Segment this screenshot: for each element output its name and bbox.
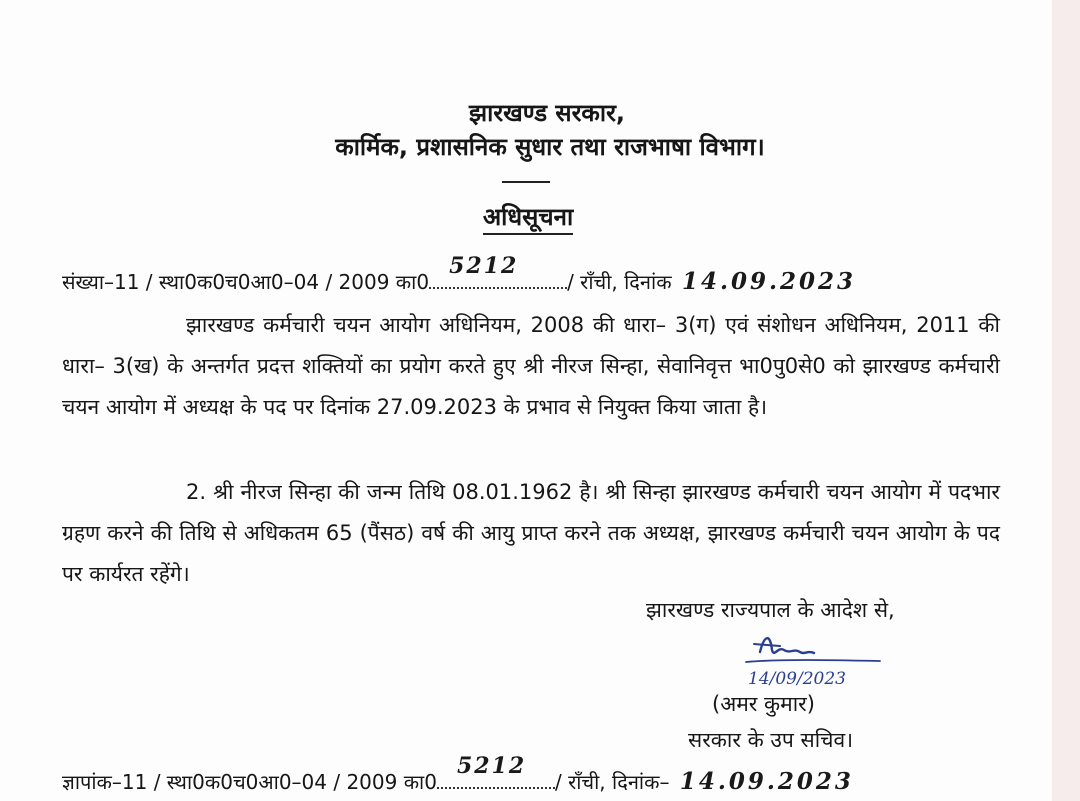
body-paragraph-1: झारखण्ड कर्मचारी चयन आयोग अधिनियम, 2008 की धारा– 3(ग) एवं संशोधन अधिनियम, 2011 की धारा– 3(ख) के अन्तर्गत प्रदत्त शक्तियों का प्रयोग करते हुए श्री नीरज सिन्हा, सेवानिवृत्त भा0पु0से0 को झारखण्ड कर्मचारी चयन आयोग में अध्यक्ष के पद पर दिनांक 27.09.2023 के प्रभाव से नियुक्त किया जाता है। (62, 313, 1000, 419)
governor-order-line: झारखण्ड राज्यपाल के आदेश से, (646, 598, 895, 622)
header-department-text: कार्मिक, प्रशासनिक सुधार तथा राजभाषा विभाग। (335, 133, 765, 161)
page-edge-strip (1052, 0, 1080, 801)
header-department (0, 130, 1052, 163)
header-divider-dash (502, 181, 550, 183)
signature-date: 14/09/2023 (748, 669, 846, 689)
memo-number-handwritten: 5212 (456, 753, 527, 779)
signatory-designation: सरकार के उप सचिव। (688, 728, 854, 752)
reference-number-blank (429, 253, 567, 289)
reference-date-handwritten: 14.09.2023 (681, 268, 856, 295)
signature-scrawl (740, 628, 890, 690)
memo-number-blank (437, 753, 555, 789)
reference-line (62, 253, 856, 295)
reference-prefix: संख्या–11 / स्था0क0च0आ0–04 / 2009 का0 (62, 270, 430, 294)
reference-place: / राँची, दिनांक (567, 270, 672, 294)
memo-prefix: ज्ञापांक–11 / स्था0क0च0आ0–04 / 2009 का0 (62, 770, 437, 794)
signatory-name: (अमर कुमार) (712, 692, 815, 716)
memo-place: / राँची, दिनांक– (554, 770, 670, 794)
header-government (0, 96, 1052, 129)
notification-title (0, 200, 1052, 233)
notification-title-text: अधिसूचना (483, 203, 573, 235)
memo-date-handwritten: 14.09.2023 (679, 768, 854, 795)
reference-number-handwritten: 5212 (449, 253, 519, 279)
body-paragraph-2: 2. श्री नीरज सिन्हा की जन्म तिथि 08.01.1962 है। श्री सिन्हा झारखण्ड कर्मचारी चयन आयोग में पदभार ग्रहण करने की तिथि से अधिकतम 65 (पैंसठ) वर्ष की आयु प्राप्त करने तक अध्यक्ष, झारखण्ड कर्मचारी चयन आयोग के पद पर कार्यरत रहेंगे। (62, 480, 1000, 586)
memo-line (62, 753, 854, 795)
header-government-text: झारखण्ड सरकार, (468, 99, 626, 127)
